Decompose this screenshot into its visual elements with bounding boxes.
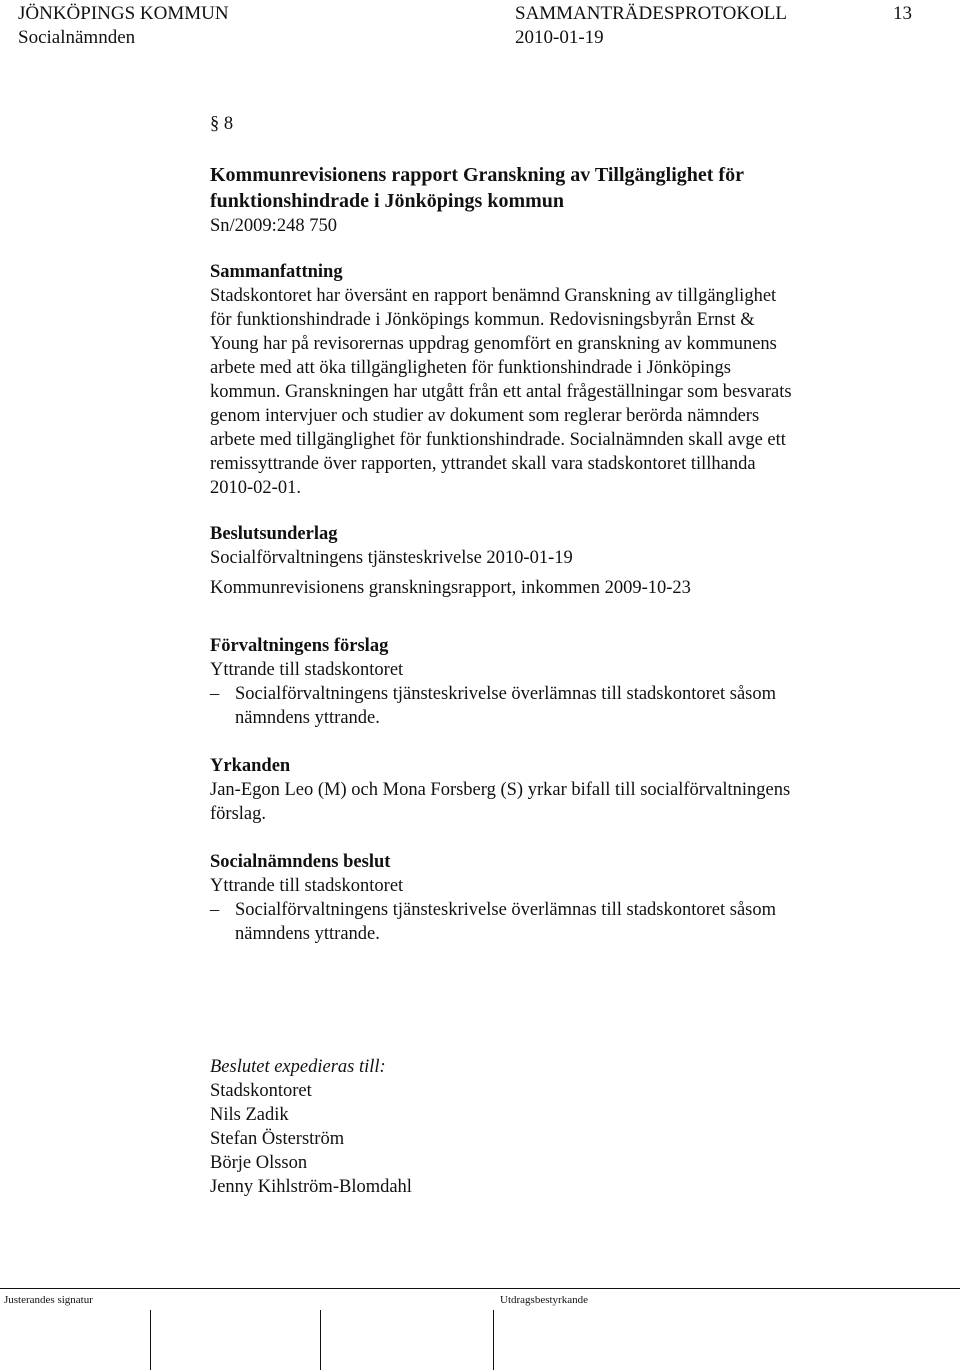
- utdragsbestyrkande-label: Utdragsbestyrkande: [500, 1294, 588, 1306]
- beslut-subheading: Yttrande till stadskontoret: [210, 876, 404, 896]
- header-doc-type: SAMMANTRÄDESPROTOKOLL: [515, 3, 788, 24]
- recipient: Stadskontoret: [210, 1081, 312, 1101]
- text-line: Socialförvaltningens tjänsteskrivelse överlämnas till stadskontoret såsom: [235, 900, 777, 920]
- header-date: 2010-01-19: [515, 27, 604, 48]
- beslutsunderlag-item: Socialförvaltningens tjänsteskrivelse 2010-01-19: [210, 548, 573, 568]
- yrkanden-heading: Yrkanden: [210, 756, 291, 776]
- text-line: förslag.: [210, 804, 266, 824]
- header-org: JÖNKÖPINGS KOMMUN: [18, 3, 229, 24]
- text-line: kommun. Granskningen har utgått från ett antal frågeställningar som besvarats: [210, 382, 792, 402]
- text-line: 2010-02-01.: [210, 478, 301, 498]
- recipient: Stefan Österström: [210, 1129, 345, 1149]
- text-line: för funktionshindrade i Jönköpings kommun. Redovisningsbyrån Ernst &: [210, 310, 755, 330]
- expedieras-heading: Beslutet expedieras till:: [210, 1057, 386, 1077]
- text-line: arbete med tillgänglighet för funktionshindrade. Socialnämnden skall avge ett: [210, 430, 786, 450]
- text-line: Stadskontoret har översänt en rapport benämnd Granskning av tillgänglighet: [210, 286, 777, 306]
- sammanfattning-text: [210, 284, 860, 500]
- forslag-heading: Förvaltningens förslag: [210, 636, 389, 656]
- signature-box-divider: [150, 1310, 151, 1370]
- recipient: Börje Olsson: [210, 1153, 308, 1173]
- sammanfattning-heading: Sammanfattning: [210, 262, 343, 282]
- text-line: genom intervjuer och studier av dokument som reglerar berörda nämnders: [210, 406, 760, 426]
- recipient: Jenny Kihlström-Blomdahl: [210, 1177, 412, 1197]
- footer-divider: [0, 1288, 960, 1289]
- forslag-list-item: [210, 682, 860, 730]
- case-reference: Sn/2009:248 750: [210, 216, 337, 236]
- forslag-subheading: Yttrande till stadskontoret: [210, 660, 404, 680]
- beslut-heading: Socialnämndens beslut: [210, 852, 391, 872]
- justerandes-signatur-label: Justerandes signatur: [4, 1294, 93, 1306]
- text-line: nämndens yttrande.: [235, 924, 380, 944]
- beslutsunderlag-heading: Beslutsunderlag: [210, 524, 338, 544]
- section-number: § 8: [210, 114, 234, 134]
- dash-bullet: –: [210, 900, 220, 920]
- beslut-list-item: [210, 898, 860, 946]
- signature-box-divider: [493, 1310, 494, 1370]
- document-body: [210, 112, 860, 946]
- text-line: Jan-Egon Leo (M) och Mona Forsberg (S) yrkar bifall till socialförvaltningens: [210, 780, 791, 800]
- recipient: Nils Zadik: [210, 1105, 289, 1125]
- text-line: nämndens yttrande.: [235, 708, 380, 728]
- text-line: arbete med att öka tillgängligheten för funktionshindrade i Jönköpings: [210, 358, 731, 378]
- distribution-list: [210, 1055, 412, 1199]
- header-committee: Socialnämnden: [18, 27, 136, 48]
- dash-bullet: –: [210, 684, 220, 704]
- signature-box-divider: [320, 1310, 321, 1370]
- section-title-line1: Kommunrevisionens rapport Granskning av Tillgänglighet för: [210, 164, 744, 186]
- text-line: Young har på revisorernas uppdrag genomfört en granskning av kommunens: [210, 334, 777, 354]
- beslutsunderlag-item: Kommunrevisionens granskningsrapport, inkommen 2009-10-23: [210, 578, 691, 598]
- section-title-line2: funktionshindrade i Jönköpings kommun: [210, 190, 565, 212]
- text-line: Socialförvaltningens tjänsteskrivelse överlämnas till stadskontoret såsom: [235, 684, 777, 704]
- text-line: remissyttrande över rapporten, yttrandet skall vara stadskontoret tillhanda: [210, 454, 756, 474]
- page-number: 13: [893, 3, 912, 24]
